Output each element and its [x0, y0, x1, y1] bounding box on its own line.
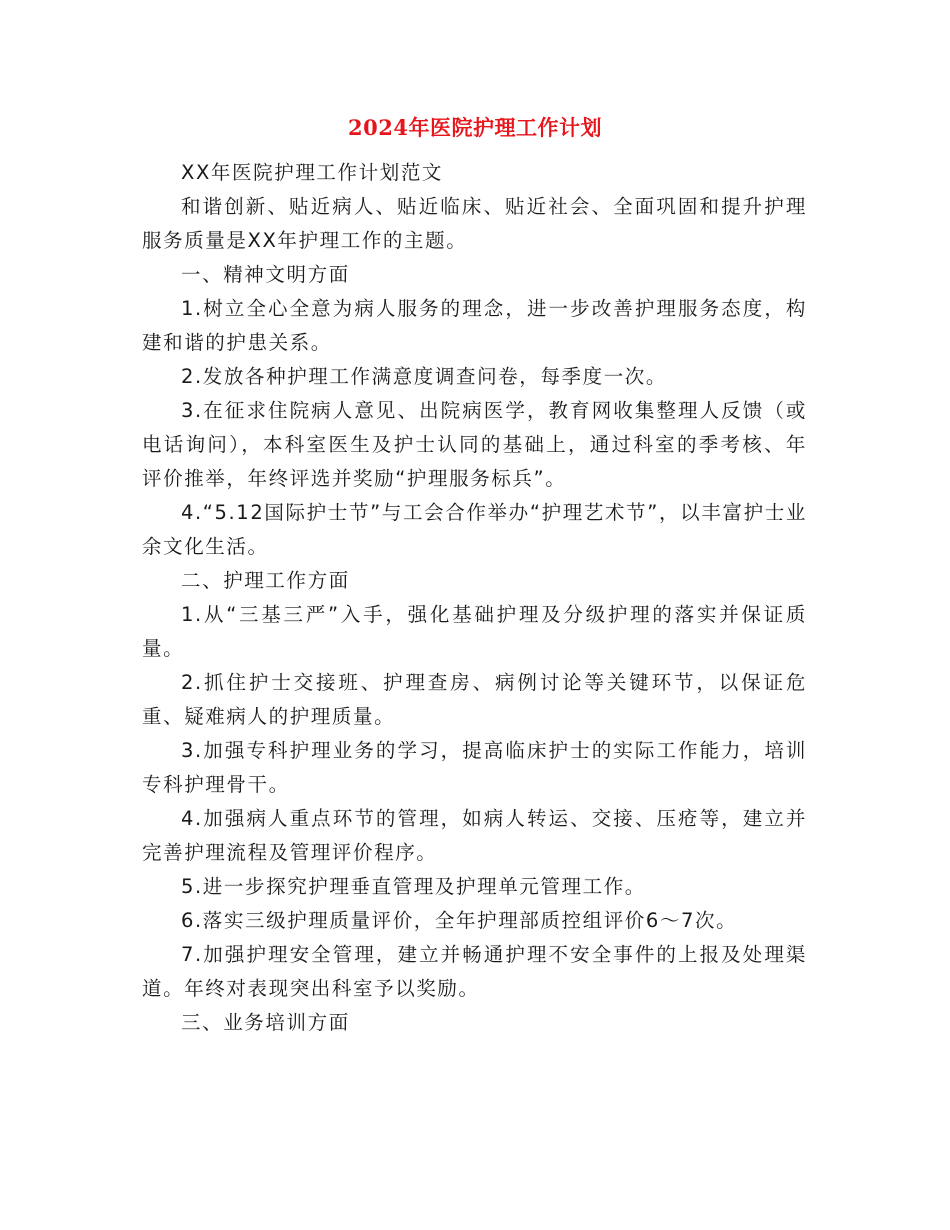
section-heading-2: 二、护理工作方面: [181, 569, 350, 592]
document-title: 2024年医院护理工作计划: [348, 115, 602, 140]
paragraph-item: 2.发放各种护理工作满意度调查问卷，每季度一次。: [181, 365, 668, 388]
paragraph-item: 1.从“三基三严”入手，强化基础护理及分级护理的落实并保证质量。: [142, 603, 807, 660]
section-heading-1: 一、精神文明方面: [181, 263, 350, 286]
paragraph-item: 5.进一步探究护理垂直管理及护理单元管理工作。: [181, 875, 646, 898]
paragraph-theme: 和谐创新、贴近病人、贴近临床、贴近社会、全面巩固和提升护理服务质量是XX年护理工作的主题。: [142, 195, 807, 252]
paragraph-item: 3.在征求住院病人意见、出院病医学，教育网收集整理人反馈（或电话询问），本科室医生及护士认同的基础上，通过科室的季考核、年评价推举，年终评选并奖励“护理服务标兵”。: [142, 399, 807, 490]
paragraph-item: 1.树立全心全意为病人服务的理念，进一步改善护理服务态度，构建和谐的护患关系。: [142, 297, 807, 354]
paragraph-item: 3.加强专科护理业务的学习，提高临床护士的实际工作能力，培训专科护理骨干。: [142, 739, 807, 796]
document-body: [142, 156, 807, 1040]
paragraph-subtitle: XX年医院护理工作计划范文: [181, 161, 444, 184]
section-heading-3: 三、业务培训方面: [181, 1011, 350, 1034]
paragraph-item: 4.加强病人重点环节的管理，如病人转运、交接、压疮等，建立并完善护理流程及管理评价程序。: [142, 807, 807, 864]
paragraph-item: 4.“5.12国际护士节”与工会合作举办“护理艺术节”，以丰富护士业余文化生活。: [142, 501, 807, 558]
paragraph-item: 2.抓住护士交接班、护理查房、病例讨论等关键环节，以保证危重、疑难病人的护理质量。: [142, 671, 807, 728]
paragraph-item: 7.加强护理安全管理，建立并畅通护理不安全事件的上报及处理渠道。年终对表现突出科室予以奖励。: [142, 943, 807, 1000]
paragraph-item: 6.落实三级护理质量评价，全年护理部质控组评价6～7次。: [181, 909, 738, 932]
